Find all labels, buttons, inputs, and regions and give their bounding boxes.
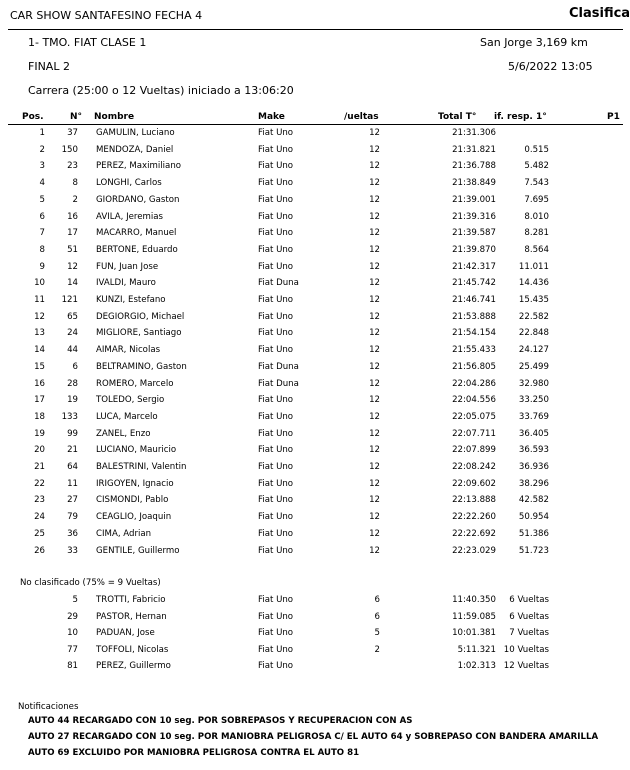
cell-laps: 12: [369, 278, 380, 289]
cell-pos: 20: [34, 445, 45, 456]
cell-laps: 12: [369, 395, 380, 406]
cell-laps: 12: [369, 211, 380, 222]
cell-name: TOFFOLI, Nicolas: [96, 644, 169, 655]
cell-total-time: 5:11.321: [457, 644, 496, 655]
table-row: [0, 126, 623, 142]
cell-laps: 12: [369, 495, 380, 506]
cell-number: 44: [67, 345, 78, 356]
cell-name: TOLEDO, Sergio: [96, 395, 165, 406]
cell-pos: 25: [34, 528, 45, 539]
cell-total-time: 21:39.587: [452, 228, 496, 239]
datetime-label: 5/6/2022 13:05: [508, 60, 593, 73]
cell-number: 65: [67, 311, 78, 322]
cell-number: 8: [72, 178, 78, 189]
cell-number: 77: [67, 644, 78, 655]
cell-pos: 15: [34, 361, 45, 372]
cell-make: Fiat Uno: [258, 311, 294, 322]
cell-diff: 50.954: [518, 512, 549, 523]
cell-total-time: 21:56.805: [452, 361, 496, 372]
cell-make: Fiat Uno: [258, 345, 294, 356]
cell-name: KUNZI, Estefano: [96, 295, 166, 305]
cell-make: Fiat Duna: [258, 361, 299, 372]
cell-diff: 42.582: [518, 495, 549, 506]
cell-number: 36: [67, 528, 78, 539]
cell-total-time: 21:54.154: [452, 328, 496, 339]
table-row: [0, 493, 623, 509]
cell-diff: 22.848: [518, 328, 549, 339]
cell-name: IVALDI, Mauro: [96, 278, 156, 289]
cell-name: GIORDANO, Gaston: [96, 194, 180, 205]
cell-laps: 5: [374, 628, 380, 639]
cell-pos: 1: [39, 128, 45, 138]
notification-2: AUTO 27 RECARGADO CON 10 seg. POR MANIOBRA PELIGROSA C/ EL AUTO 64 y SOBREPASO CON BANDERA AMARILLA: [28, 732, 599, 742]
cell-make: Fiat Uno: [258, 411, 294, 422]
cell-laps: 6: [374, 595, 380, 605]
cell-total-time: 22:07.899: [452, 445, 496, 456]
cell-name: ZANEL, Enzo: [96, 428, 151, 439]
table-row: [0, 643, 623, 659]
cell-number: 10: [67, 628, 78, 639]
cell-diff: 7.695: [524, 194, 549, 205]
not-classified-label: No clasificado (75% = 9 Vueltas): [20, 578, 161, 588]
cell-diff: 8.010: [524, 211, 549, 222]
cell-make: Fiat Uno: [258, 462, 294, 472]
table-row: [0, 443, 623, 459]
cell-pos: 22: [34, 478, 45, 489]
session-label: FINAL 2: [28, 60, 70, 73]
cell-number: 19: [67, 395, 78, 406]
cell-number: 64: [67, 462, 78, 472]
cell-number: 23: [67, 161, 78, 172]
cell-name: PEREZ, Guillermo: [96, 661, 171, 672]
cell-name: CIMA, Adrian: [96, 528, 152, 539]
cell-make: Fiat Uno: [258, 161, 294, 172]
notifications-title: Notificaciones: [18, 702, 79, 712]
cell-make: Fiat Uno: [258, 128, 294, 138]
cell-laps: 6: [374, 611, 380, 622]
table-row: [0, 210, 623, 226]
col-total: Total T°: [438, 112, 477, 122]
table-row: [0, 193, 623, 209]
col-p1: P1: [607, 112, 620, 122]
col-laps: /ueltas: [344, 112, 379, 122]
table-row: [0, 243, 623, 259]
cell-pos: 10: [34, 278, 45, 289]
cell-pos: 5: [39, 194, 45, 205]
cell-name: GENTILE, Guillermo: [96, 545, 180, 556]
cell-number: 121: [61, 295, 78, 305]
cell-pos: 11: [34, 295, 45, 305]
table-row: [0, 276, 623, 292]
cell-laps: 12: [369, 261, 380, 272]
table-row: [0, 427, 623, 443]
cell-total-time: 21:39.001: [452, 194, 496, 205]
cell-number: 21: [67, 445, 78, 456]
cell-name: CEAGLIO, Joaquin: [96, 512, 172, 523]
col-name: Nombre: [94, 112, 135, 122]
cell-name: BALESTRINI, Valentin: [96, 462, 187, 472]
cell-diff: 36.936: [518, 462, 549, 472]
cell-name: GAMULIN, Luciano: [96, 128, 175, 138]
cell-total-time: 21:46.741: [452, 295, 496, 305]
cell-laps: 12: [369, 378, 380, 389]
cell-make: Fiat Uno: [258, 194, 294, 205]
cell-make: Fiat Uno: [258, 528, 294, 539]
cell-laps: 12: [369, 428, 380, 439]
cell-number: 27: [67, 495, 78, 506]
table-row: [0, 593, 623, 609]
cell-make: Fiat Uno: [258, 244, 294, 255]
cell-total-time: 21:42.317: [452, 261, 496, 272]
cell-pos: 18: [34, 411, 45, 422]
cell-make: Fiat Uno: [258, 395, 294, 406]
table-row: [0, 226, 623, 242]
cell-name: DEGIORGIO, Michael: [96, 311, 185, 322]
race-info: Carrera (25:00 o 12 Vueltas) iniciado a 13:06:20: [28, 84, 294, 97]
cell-number: 14: [67, 278, 78, 289]
col-diff: if. resp. 1°: [494, 112, 547, 122]
cell-diff: 7.543: [524, 178, 549, 189]
cell-total-time: 21:31.306: [452, 128, 496, 138]
cell-name: MENDOZA, Daniel: [96, 144, 174, 155]
category-label: 1- TMO. FIAT CLASE 1: [28, 36, 147, 49]
cell-diff: 14.436: [518, 278, 549, 289]
table-row: [0, 293, 623, 309]
cell-name: BELTRAMINO, Gaston: [96, 361, 187, 372]
cell-pos: 7: [39, 228, 45, 239]
cell-make: Fiat Uno: [258, 178, 294, 189]
table-row: [0, 460, 623, 476]
cell-number: 29: [67, 611, 78, 622]
cell-make: Fiat Duna: [258, 278, 299, 289]
report-heading-right: Clasifica: [569, 6, 630, 21]
cell-name: LONGHI, Carlos: [96, 178, 162, 189]
cell-laps: 12: [369, 445, 380, 456]
cell-diff: 22.582: [518, 311, 549, 322]
cell-total-time: 22:22.260: [452, 512, 496, 523]
table-row: [0, 360, 623, 376]
cell-total-time: 21:36.788: [452, 161, 496, 172]
cell-make: Fiat Uno: [258, 545, 294, 556]
cell-name: PASTOR, Hernan: [96, 611, 167, 622]
cell-diff: 33.769: [518, 411, 549, 422]
cell-total-time: 22:09.602: [452, 478, 496, 489]
cell-total-time: 22:05.075: [452, 411, 496, 422]
cell-number: 133: [61, 411, 78, 422]
cell-total-time: 22:04.286: [452, 378, 496, 389]
cell-laps: 12: [369, 411, 380, 422]
cell-number: 51: [67, 244, 78, 255]
cell-diff: 15.435: [518, 295, 549, 305]
cell-make: Fiat Uno: [258, 211, 294, 222]
cell-total-time: 21:45.742: [452, 278, 496, 289]
cell-total-time: 21:53.888: [452, 311, 496, 322]
cell-pos: 8: [39, 244, 45, 255]
cell-pos: 17: [34, 395, 45, 406]
cell-make: Fiat Uno: [258, 228, 294, 239]
cell-number: 99: [67, 428, 78, 439]
cell-pos: 12: [34, 311, 45, 322]
cell-name: LUCA, Marcelo: [96, 411, 158, 422]
column-divider: [8, 124, 623, 125]
notification-1: AUTO 44 RECARGADO CON 10 seg. POR SOBREPASOS Y RECUPERACION CON AS: [28, 716, 413, 726]
cell-pos: 16: [34, 378, 45, 389]
cell-number: 79: [67, 512, 78, 523]
cell-make: Fiat Uno: [258, 478, 294, 489]
cell-make: Fiat Uno: [258, 445, 294, 456]
cell-total-time: 21:38.849: [452, 178, 496, 189]
cell-diff: 10 Vueltas: [503, 644, 549, 655]
cell-diff: 12 Vueltas: [503, 661, 549, 672]
cell-make: Fiat Uno: [258, 512, 294, 523]
cell-total-time: 21:39.316: [452, 211, 496, 222]
cell-name: MIGLIORE, Santiago: [96, 328, 182, 339]
cell-total-time: 21:55.433: [452, 345, 496, 356]
cell-number: 33: [67, 545, 78, 556]
cell-name: IRIGOYEN, Ignacio: [96, 478, 174, 489]
header-divider: [8, 29, 623, 30]
cell-total-time: 22:08.242: [452, 462, 496, 472]
cell-diff: 36.593: [518, 445, 549, 456]
cell-total-time: 22:13.888: [452, 495, 496, 506]
cell-name: BERTONE, Eduardo: [96, 244, 178, 255]
cell-name: PEREZ, Maximiliano: [96, 161, 182, 172]
table-row: [0, 159, 623, 175]
cell-laps: 12: [369, 478, 380, 489]
cell-name: ROMERO, Marcelo: [96, 378, 174, 389]
cell-laps: 12: [369, 194, 380, 205]
cell-make: Fiat Uno: [258, 144, 294, 155]
cell-laps: 12: [369, 178, 380, 189]
cell-name: AVILA, Jeremias: [96, 211, 164, 222]
report-title: CAR SHOW SANTAFESINO FECHA 4: [10, 9, 203, 22]
cell-make: Fiat Uno: [258, 328, 294, 339]
cell-pos: 24: [34, 512, 45, 523]
cell-diff: 0.515: [524, 144, 549, 155]
cell-number: 12: [67, 261, 78, 272]
cell-total-time: 22:04.556: [452, 395, 496, 406]
cell-laps: 12: [369, 311, 380, 322]
cell-laps: 12: [369, 528, 380, 539]
cell-make: Fiat Uno: [258, 295, 294, 305]
table-row: [0, 377, 623, 393]
table-row: [0, 326, 623, 342]
cell-make: Fiat Uno: [258, 595, 294, 605]
cell-laps: 12: [369, 228, 380, 239]
table-row: [0, 610, 623, 626]
circuit-label: San Jorge 3,169 km: [480, 36, 588, 49]
table-row: [0, 477, 623, 493]
table-row: [0, 544, 623, 560]
cell-diff: 6 Vueltas: [509, 611, 549, 622]
table-row: [0, 527, 623, 543]
col-pos: Pos.: [22, 112, 44, 122]
cell-total-time: 22:07.711: [452, 428, 496, 439]
cell-number: 5: [72, 595, 78, 605]
cell-total-time: 21:31.821: [452, 144, 496, 155]
table-row: [0, 143, 623, 159]
cell-laps: 12: [369, 161, 380, 172]
cell-number: 16: [67, 211, 78, 222]
cell-diff: 6 Vueltas: [509, 595, 549, 605]
cell-diff: 5.482: [524, 161, 549, 172]
cell-pos: 21: [34, 462, 45, 472]
cell-laps: 2: [374, 644, 380, 655]
cell-name: CISMONDI, Pablo: [96, 495, 169, 506]
cell-make: Fiat Uno: [258, 261, 294, 272]
table-row: [0, 260, 623, 276]
cell-laps: 12: [369, 512, 380, 523]
cell-pos: 2: [39, 144, 45, 155]
cell-pos: 3: [39, 161, 45, 172]
cell-pos: 9: [39, 261, 45, 272]
cell-number: 81: [67, 661, 78, 672]
cell-name: FUN, Juan Jose: [96, 261, 159, 272]
col-make: Make: [258, 112, 285, 122]
cell-diff: 8.281: [524, 228, 549, 239]
table-row: [0, 410, 623, 426]
cell-diff: 36.405: [518, 428, 549, 439]
cell-pos: 26: [34, 545, 45, 556]
cell-pos: 4: [39, 178, 45, 189]
cell-number: 150: [61, 144, 78, 155]
cell-make: Fiat Uno: [258, 428, 294, 439]
table-row: [0, 343, 623, 359]
cell-make: Fiat Uno: [258, 628, 294, 639]
cell-laps: 12: [369, 244, 380, 255]
cell-diff: 51.723: [518, 545, 549, 556]
cell-total-time: 11:40.350: [452, 595, 496, 605]
table-row: [0, 393, 623, 409]
cell-laps: 12: [369, 361, 380, 372]
cell-laps: 12: [369, 128, 380, 138]
cell-diff: 11.011: [518, 261, 549, 272]
cell-laps: 12: [369, 328, 380, 339]
cell-name: TROTTI, Fabricio: [96, 595, 166, 605]
cell-pos: 6: [39, 211, 45, 222]
cell-laps: 12: [369, 545, 380, 556]
table-row: [0, 176, 623, 192]
cell-diff: 33.250: [518, 395, 549, 406]
cell-name: LUCIANO, Mauricio: [96, 445, 177, 456]
cell-laps: 12: [369, 462, 380, 472]
cell-laps: 12: [369, 345, 380, 356]
cell-diff: 24.127: [518, 345, 549, 356]
cell-diff: 32.980: [518, 378, 549, 389]
cell-pos: 19: [34, 428, 45, 439]
cell-name: MACARRO, Manuel: [96, 228, 177, 239]
cell-make: Fiat Uno: [258, 661, 294, 672]
cell-diff: 51.386: [518, 528, 549, 539]
cell-diff: 8.564: [524, 244, 549, 255]
cell-name: AIMAR, Nicolas: [96, 345, 161, 356]
cell-total-time: 22:23.029: [452, 545, 496, 556]
cell-number: 6: [72, 361, 78, 372]
cell-total-time: 10:01.381: [452, 628, 496, 639]
cell-number: 24: [67, 328, 78, 339]
cell-number: 28: [67, 378, 78, 389]
cell-laps: 12: [369, 295, 380, 305]
cell-pos: 23: [34, 495, 45, 506]
table-row: [0, 659, 623, 675]
table-row: [0, 510, 623, 526]
cell-number: 11: [67, 478, 78, 489]
cell-total-time: 22:22.692: [452, 528, 496, 539]
cell-total-time: 1:02.313: [457, 661, 496, 672]
col-num: N°: [70, 112, 83, 122]
cell-number: 2: [72, 194, 78, 205]
cell-make: Fiat Uno: [258, 611, 294, 622]
table-row: [0, 626, 623, 642]
table-row: [0, 310, 623, 326]
cell-diff: 7 Vueltas: [509, 628, 549, 639]
cell-diff: 25.499: [518, 361, 549, 372]
cell-name: PADUAN, Jose: [96, 628, 155, 639]
cell-make: Fiat Duna: [258, 378, 299, 389]
cell-make: Fiat Uno: [258, 495, 294, 506]
cell-number: 17: [67, 228, 78, 239]
cell-pos: 14: [34, 345, 45, 356]
cell-pos: 13: [34, 328, 45, 339]
cell-make: Fiat Uno: [258, 644, 294, 655]
cell-diff: 38.296: [518, 478, 549, 489]
notification-3: AUTO 69 EXCLUIDO POR MANIOBRA PELIGROSA CONTRA EL AUTO 81: [28, 748, 360, 758]
cell-laps: 12: [369, 144, 380, 155]
cell-total-time: 11:59.085: [452, 611, 496, 622]
cell-number: 37: [67, 128, 78, 138]
cell-total-time: 21:39.870: [452, 244, 496, 255]
